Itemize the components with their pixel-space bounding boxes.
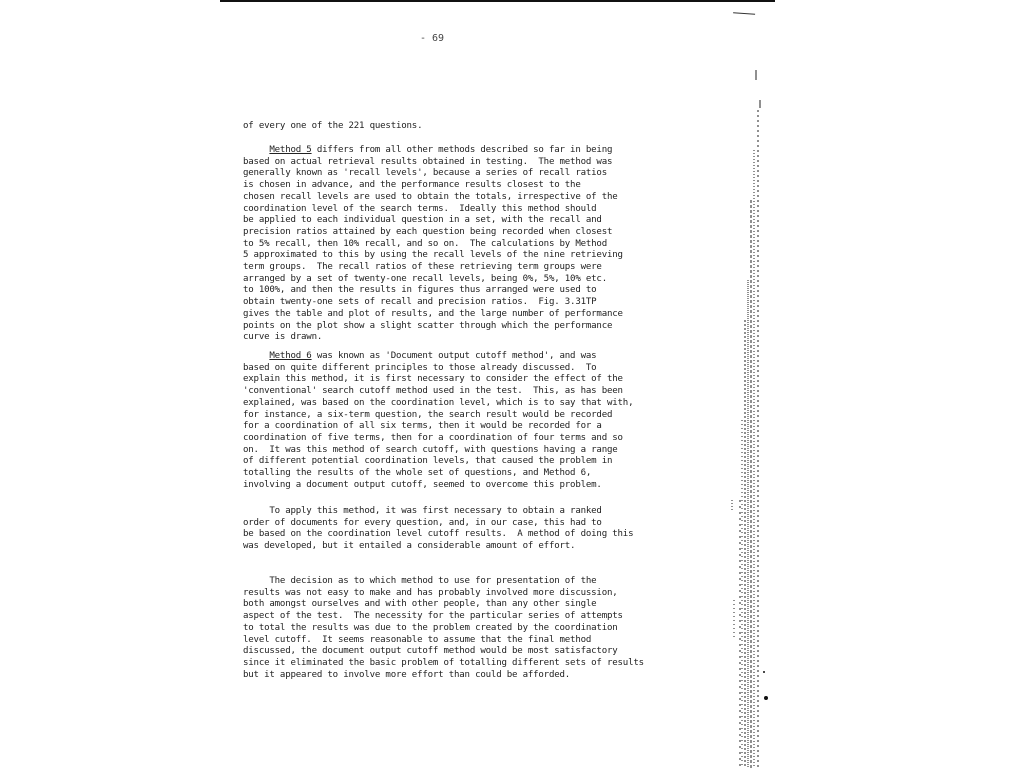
top-border-rule (220, 0, 775, 2)
text-line: explain this method, it is first necessary to consider the effect of the (243, 374, 623, 385)
paragraph-method-5 (243, 145, 653, 344)
text-line: The decision as to which method to use for presentation of the (243, 576, 597, 586)
indent (243, 351, 269, 361)
text-line: based on quite different principles to those already discussed. To (243, 362, 597, 373)
text-line: chosen recall levels are used to obtain the totals, irrespective of the (243, 191, 618, 202)
paragraph-continuation (243, 121, 653, 133)
text-line: both amongst ourselves and with other people, than any other single (243, 599, 597, 610)
paragraph-apply-method (243, 506, 653, 553)
text-line: of different potential coordination levels, that caused the problem in (243, 456, 613, 467)
underlined-method-heading: Method 5 (269, 145, 312, 155)
text-line: obtain twenty-one sets of recall and precision ratios. Fig. 3.31TP (243, 297, 597, 308)
underlined-method-heading: Method 6 (269, 351, 312, 361)
text-line: coordination level of the search terms. Ideally this method should (243, 203, 597, 214)
text-line: of every one of the 221 questions. (243, 121, 423, 131)
text-line: precision ratios attained by each question being recorded when closest (243, 226, 613, 237)
text-line: was developed, but it entailed a considerable amount of effort. (243, 541, 576, 552)
text-line: based on actual retrieval results obtained in testing. The method was (243, 156, 613, 167)
text-line: discussed, the document output cutoff method would be most satisfactory (243, 646, 618, 657)
text-line: to 5% recall, then 10% recall, and so on. The calculations by Method (243, 238, 607, 249)
text-line: for a coordination of all six terms, then it would be recorded for a (243, 421, 602, 432)
scan-corner-mark (733, 12, 755, 18)
text-line: order of documents for every question, and, in our case, this had to (243, 517, 602, 528)
text-line: To apply this method, it was first necessary to obtain a ranked (243, 506, 602, 516)
text-line: explained, was based on the coordination level, which is to say that with, (243, 397, 634, 408)
text-line: level cutoff. It seems reasonable to assume that the final method (243, 634, 592, 645)
line-rest: was known as 'Document output cutoff method', and was (311, 351, 597, 361)
text-line (243, 145, 653, 157)
text-line: 5 approximated to this by using the recall levels of the nine retrieving (243, 250, 623, 261)
text-line: to total the results was due to the problem created by the coordination (243, 622, 618, 633)
paragraph-decision (243, 576, 653, 681)
text-line: totalling the results of the whole set of questions, and Method 6, (243, 468, 592, 479)
text-line: to 100%, and then the results in figures thus arranged were used to (243, 285, 597, 296)
line-rest: differs from all other methods described so far in being (311, 145, 613, 155)
text-line: be applied to each individual question in a set, with the recall and (243, 215, 602, 226)
text-line: arranged by a set of twenty-one recall levels, being 0%, 5%, 10% etc. (243, 273, 607, 284)
text-line: coordination of five terms, then for a coordination of four terms and so (243, 432, 623, 443)
text-line: 'conventional' search cutoff method used in the test. This, as has been (243, 386, 623, 397)
page-number: - 69 (420, 33, 445, 44)
text-line: generally known as 'recall levels', because a series of recall ratios (243, 168, 607, 179)
text-line: curve is drawn. (243, 332, 323, 343)
text-line (243, 351, 653, 363)
indent (243, 145, 269, 155)
text-line: is chosen in advance, and the performance results closest to the (243, 180, 581, 191)
text-line: for instance, a six-term question, the search result would be recorded (243, 409, 613, 420)
text-line: but it appeared to involve more effort than could be afforded. (243, 669, 571, 680)
text-line: be based on the coordination level cutoff results. A method of doing this (243, 529, 634, 540)
text-line: results was not easy to make and has probably involved more discussion, (243, 587, 618, 598)
text-line: aspect of the test. The necessity for the particular series of attempts (243, 611, 623, 622)
paragraph-method-6 (243, 351, 653, 491)
text-line: involving a document output cutoff, seemed to overcome this problem. (243, 479, 602, 490)
text-line: since it eliminated the basic problem of totalling different sets of results (243, 657, 644, 668)
text-line: points on the plot show a slight scatter through which the performance (243, 320, 613, 331)
text-line: term groups. The recall ratios of these retrieving term groups were (243, 262, 602, 273)
text-line: gives the table and plot of results, and the large number of performance (243, 308, 623, 319)
text-line: on. It was this method of search cutoff, with questions having a range (243, 444, 618, 455)
